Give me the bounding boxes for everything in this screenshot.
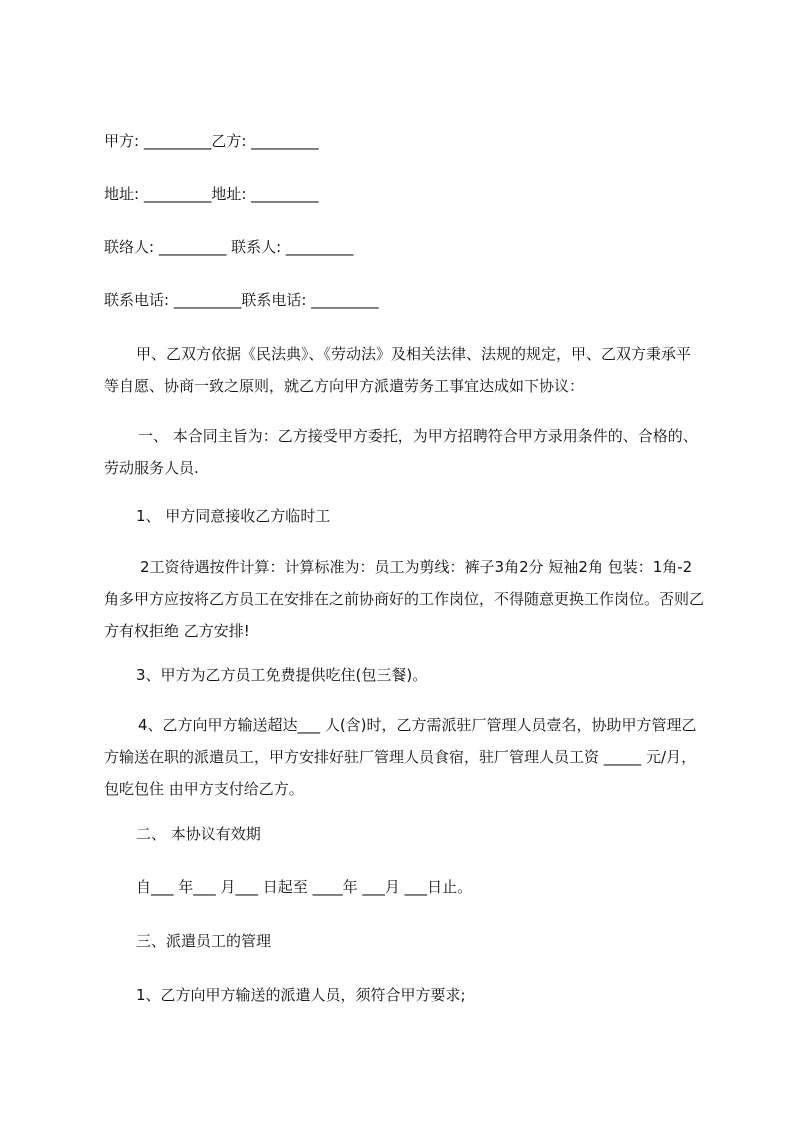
validity-period-line: 自___ 年___ 月___ 日起至 ____年 ___月 ___日止。 [136,878,473,896]
clause-1-3-paragraph: 3、甲方为乙方员工免费提供吃住(包三餐)。 [136,666,428,684]
clause-1-4-paragraph: 4、乙方向甲方输送超达___ 人(含)时，乙方需派驻厂管理人员壹名，协助甲方管理乙方输送在职的派遣员工，甲方安排好驻厂管理人员食宿，驻厂管理人员工资 _____ 元/月，包吃包住 由甲方支付给乙方。 [104,716,697,798]
clause-1-paragraph: 一、 本合同主旨为：乙方接受甲方委托，为甲方招聘符合甲方录用条件的、合格的、劳动服务人员. [104,427,698,477]
clause-1-1-paragraph: 1、 甲方同意接收乙方临时工 [136,507,331,525]
preamble-paragraph: 甲、乙双方依据《民法典》、《劳动法》及相关法律、法规的规定，甲、乙双方秉承平等自愿、协商一致之原则，就乙方向甲方派遣劳务工事宜达成如下协议： [104,345,692,395]
clause-2-heading: 二、 本协议有效期 [136,825,261,843]
clause-3-heading: 三、派遣员工的管理 [136,932,272,950]
contact-person-line: 联络人: _________ 联系人: _________ [104,238,354,256]
clause-3-1-paragraph: 1、乙方向甲方输送的派遣人员，须符合甲方要求; [136,986,466,1004]
party-names-line: 甲方: _________乙方: _________ [104,132,319,150]
clause-1-2-paragraph: 2工资待遇按件计算：计算标准为：员工为剪线：裤子3角2分 短袖2角 包装：1角-2角多甲方应按将乙方员工在安排在之前协商好的工作岗位，不得随意更换工作岗位。否则乙方有权拒绝 乙方安排! [104,558,705,640]
address-line: 地址: _________地址: _________ [104,185,319,203]
contact-phone-line: 联系电话: _________联系电话: _________ [104,291,379,309]
